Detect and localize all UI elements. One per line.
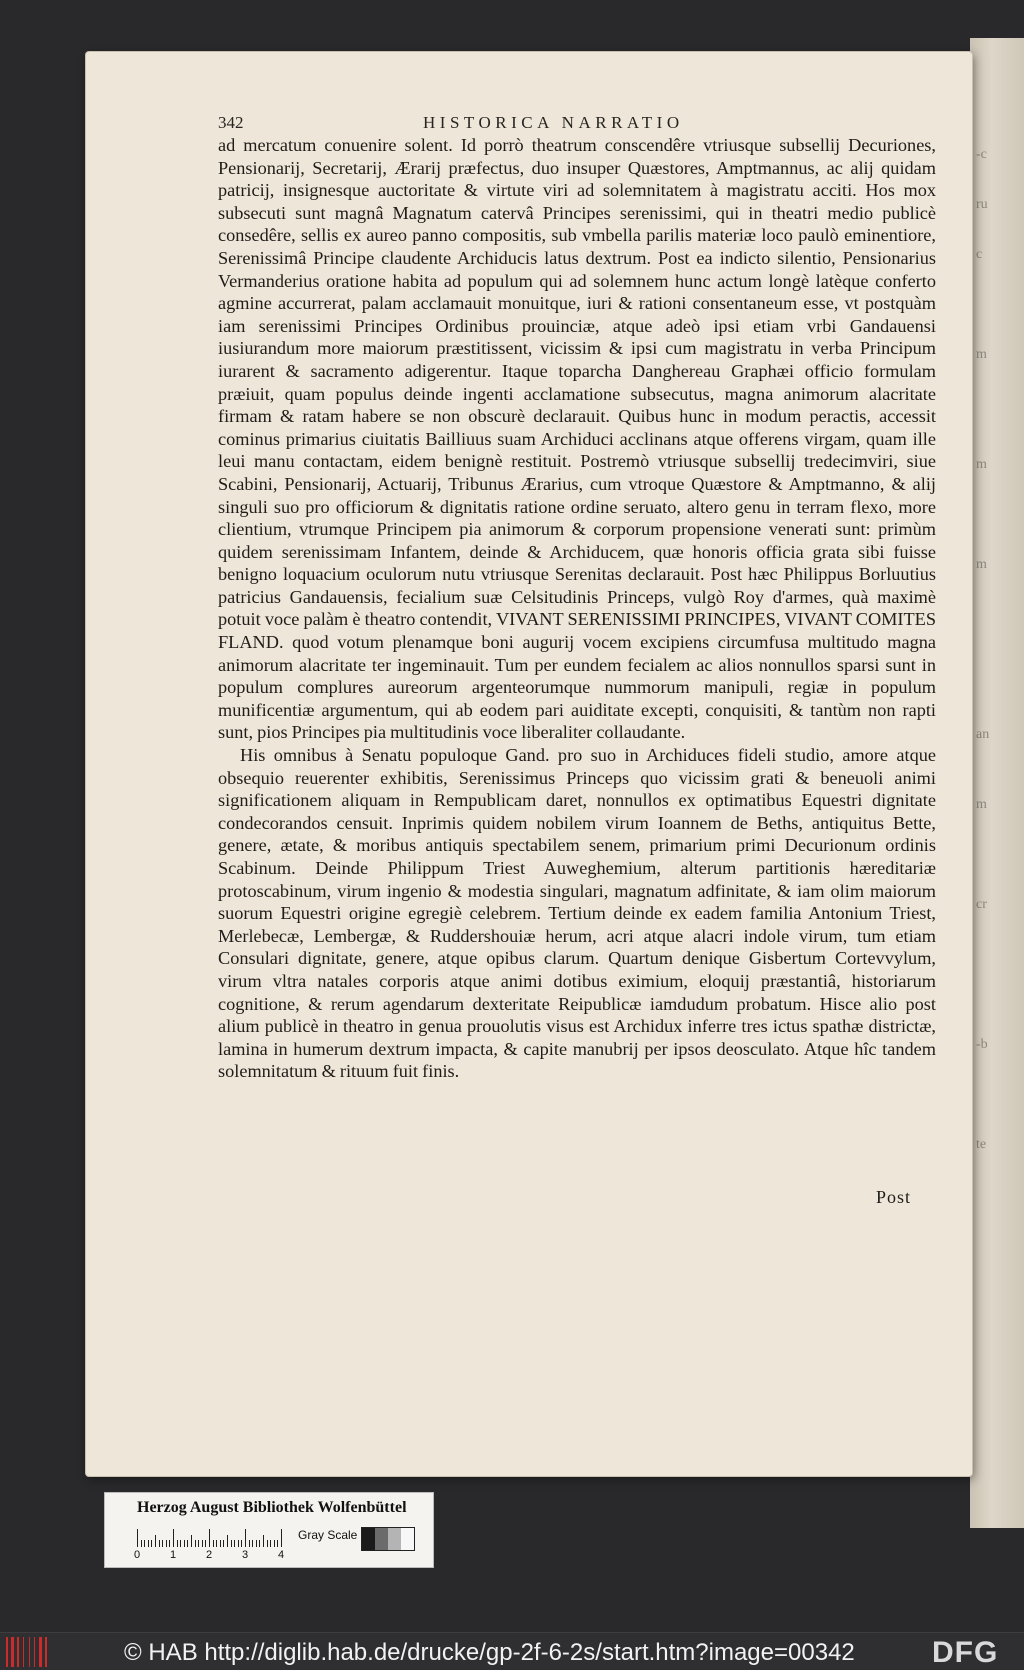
dfg-logo: DFG (932, 1636, 999, 1669)
gray-swatch (388, 1528, 401, 1550)
ruler-tick (256, 1540, 257, 1547)
barcode-stripe (29, 1637, 30, 1667)
next-page-edge: -c ru c m m m an m cr -b te (970, 38, 1024, 1528)
ruler-number: 3 (242, 1549, 249, 1561)
ruler-tick (191, 1535, 192, 1547)
ruler-tick (245, 1529, 246, 1547)
ruler-tick (270, 1540, 271, 1547)
ruler-tick (216, 1540, 217, 1547)
ruler (134, 1525, 287, 1561)
gray-scale-label: Gray Scale (298, 1528, 358, 1542)
ruler-number: 0 (134, 1549, 141, 1561)
ruler-tick (144, 1540, 145, 1547)
ruler-number: 2 (206, 1549, 213, 1561)
ruler-tick (277, 1540, 278, 1547)
ruler-tick (267, 1540, 268, 1547)
ruler-tick (223, 1540, 224, 1547)
barcode-stripe (45, 1637, 47, 1667)
barcode-stripe (23, 1637, 24, 1667)
barcode-stripe (34, 1637, 35, 1667)
paragraph: ad mercatum conuenire solent. Id porrò theatrum conscendêre vtriusque subsellij Decuriones, Pensionarij, Secretarij, Ærarij præfectus, duo insuper Quæstores, Amptmannus, ac alij quidam patricij, insignesque auctoritate & virtute viri ad solemnitatem à magistratu acciti. Hos mox subsecuti sunt magnâ Magnatum catervâ Principes serenissimi, qui in theatri medio publicè consedêre, sellis ex aureo panno compositis, sub vmbella parilis materiæ loco paulò eminentiore, Serenissimâ Principe claudente Archiducis latus dextrum. Post ea indicto silentio, Pensionarius Vermanderius oratione habita ad populum qui ad solemnem hunc actum longè latèque conferto agmine accurrerat, palam acclamauit monuitque, iuri & rationi consentaneum esse, vt postquàm iam serenissimi Principes Ordinibus prouinciæ, atque adeò ipsi etiam vrbi Gandauensi iusiurandum more maiorum præstitissent, vicissim & ipsi cum magistratu in verba Principum iurarent & sacramento adigerentur. Itaque toparcha Danghereau Graphæi officio formulam præiuit, quam populus deinde ingenti acclamatione subsecutus, magna animorum alacritate firmam & ratam habere se non obscurè declarauit. Quibus hunc in modum peractis, accessit cominus primarius ciuitatis Bailliuus suam Archiduci acclinans atque offerens virgam, quam ille leui manu contactam, eidem benignè restituit. Postremò vtriusque subsellij tredecimviri, siue Scabini, Pensionarij, Actuarij, Tribunus Ærarius, cum vtroque Quæstore & Amptmanno, & alij singuli suo pro officiorum & dignitatis ratione ordine seruato, altero genu in terram flexo, more clientium, vtrumque Principem pia animorum & corporum propensione venerati sunt: primùm quidem serenissimam Infantem, deinde & Archiducem, quæ honoris officia grata sibi fuisse benigno loquacium oculorum nutu vtriusque Serenitas declarauit. Post hæc Philippus Borluutius patricius Gandauensis, fecialium suæ Celsitudinis Princeps, vulgò Roy d'armes, quà maximè potuit voce palàm è theatro contendit, VIVANT SERENISSIMI PRINCIPES, VIVANT COMITES FLAND. quod votum plenamque boni augurij vocem excipiens circumfusa multitudo magna animorum alacritate ter ingeminauit. Tum per eundem fecialem ac alios nonnullos sparsi sunt in populum complures aureorum argenteorumque nummorum manipuli, regiæ in populum munificentiæ argumentum, qui ab eodem pari auiditate excepti, conquisiti, & tantùm non rapti sunt, pios Principes pia multitudinis voce liberaliter collaudante. (218, 135, 936, 743)
barcode-stripe (39, 1637, 42, 1667)
paragraph: His omnibus à Senatu populoque Gand. pro suo in Archiduces fideli studio, amore atque obsequio reuerenter exhibitis, Serenissimus Princeps quo vicissim grati & beneuoli animi significationem aliquam in Rempublicam daret, nonnullos ex optimatibus Equestri dignitate condecorandos censuit. Inprimis quidem nobilem virum Ioannem de Beths, antiquitus Bette, genere, ætate, & moribus antiquis spectabilem senem, primarium primi Decurionum ordinis Scabinum. Deinde Philippum Triest Auweghemium, alterum partitionis hæreditariæ protoscabinum, virum ingenio & modestia singulari, magnatum adfinitate, & iam olim maiorum suorum Equestri origine egregiè celebrem. Tertium deinde ex eadem familia Antonium Triest, Merlebecæ, Lembergæ, & Ruddershouiæ herum, acri atque alacri indole virum, tum etiam Consulari dignitate, genere, atque opibus clarum. Quartum denique Gisbertum Cortevvylum, virum vltra natales corporis atque animi dotibus eximium, eloquij præstantiâ, historiarum cognitione, & rerum agendarum dexteritate Reipublicæ iamdudum probatum. Hisce alio post alium publicè in theatro in genua prouolutis visus est Archidux inferre tres ictus spathæ districtæ, lamina in humerum dextrum impacta, & capite manubrij per ipsos deosculato. Atque hîc tandem solemnitatum & rituum fuit finis. (218, 745, 936, 1082)
ruler-tick (151, 1540, 152, 1547)
body-text (218, 134, 936, 1083)
gray-swatch (375, 1528, 388, 1550)
ruler-tick (195, 1540, 196, 1547)
footer-bar (0, 1632, 1024, 1670)
ruler-tick (141, 1540, 142, 1547)
ruler-tick (231, 1540, 232, 1547)
ruler-tick (281, 1529, 282, 1547)
gray-swatch (401, 1528, 414, 1550)
ruler-tick (263, 1535, 264, 1547)
barcode-icon (6, 1637, 48, 1667)
page-number: 342 (218, 113, 244, 132)
ruler-tick (205, 1540, 206, 1547)
gray-scale-swatches (361, 1527, 415, 1551)
gray-swatch (362, 1528, 375, 1550)
ruler-tick (180, 1540, 181, 1547)
library-name: Herzog August Bibliothek Wolfenbüttel (137, 1499, 407, 1516)
ruler-tick (209, 1529, 210, 1547)
ruler-tick (148, 1540, 149, 1547)
barcode-stripe (6, 1637, 8, 1667)
barcode-stripe (17, 1637, 19, 1667)
ruler-tick (187, 1540, 188, 1547)
ruler-tick (155, 1535, 156, 1547)
ruler-tick (234, 1540, 235, 1547)
ruler-number: 1 (170, 1549, 177, 1561)
reference-card (104, 1492, 434, 1568)
ruler-tick (202, 1540, 203, 1547)
ruler-tick (238, 1540, 239, 1547)
ruler-tick (159, 1540, 160, 1547)
running-title: HISTORICA NARRATIO (423, 113, 684, 132)
ruler-tick (177, 1540, 178, 1547)
ruler-tick (162, 1540, 163, 1547)
ruler-number: 4 (278, 1549, 285, 1561)
ruler-tick (249, 1540, 250, 1547)
ruler-tick (252, 1540, 253, 1547)
ruler-tick (220, 1540, 221, 1547)
ruler-tick (227, 1535, 228, 1547)
ruler-tick (166, 1540, 167, 1547)
ruler-tick (169, 1540, 170, 1547)
ruler-tick (137, 1529, 138, 1547)
ruler-tick (213, 1540, 214, 1547)
ruler-tick (241, 1540, 242, 1547)
ruler-tick (259, 1540, 260, 1547)
running-head (218, 113, 958, 133)
ruler-tick (198, 1540, 199, 1547)
barcode-stripe (11, 1637, 14, 1667)
ruler-tick (274, 1540, 275, 1547)
ruler-tick (184, 1540, 185, 1547)
credit-url[interactable]: © HAB http://diglib.hab.de/drucke/gp-2f-6-2s/start.htm?image=00342 (124, 1639, 855, 1666)
catchword: Post (876, 1187, 912, 1207)
ruler-tick (173, 1529, 174, 1547)
